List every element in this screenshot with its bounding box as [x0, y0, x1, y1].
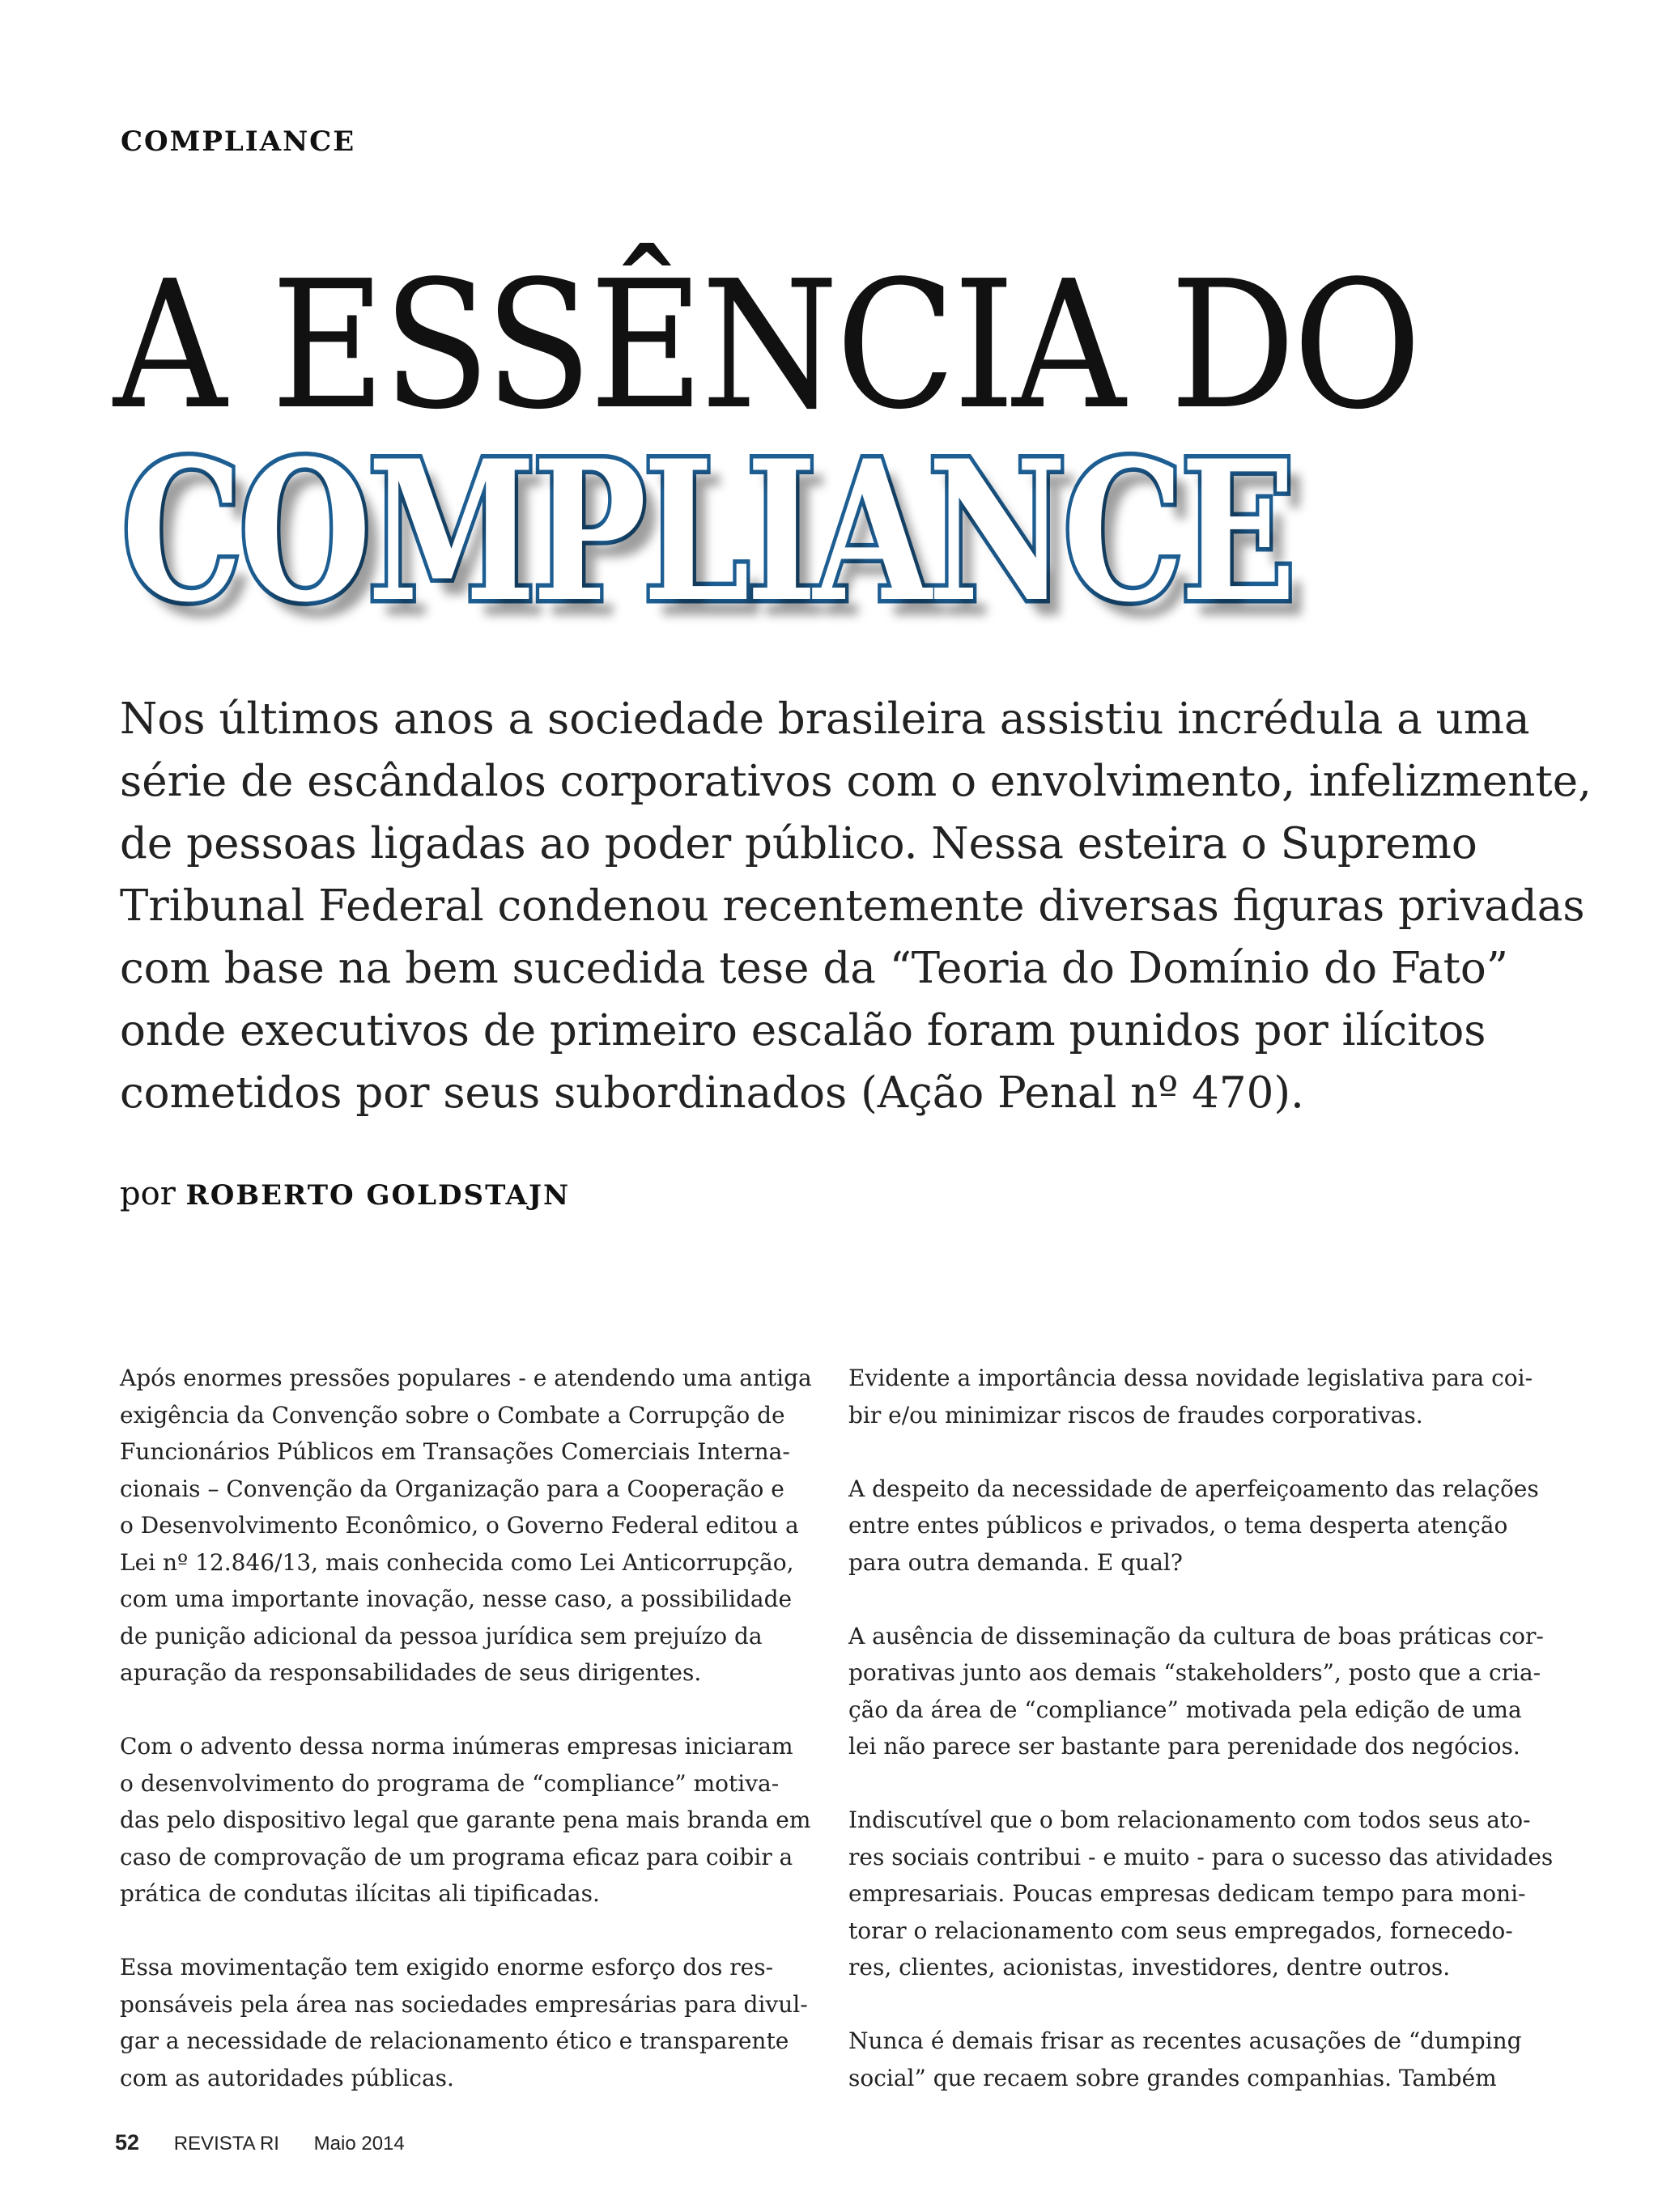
lead-line: cometidos por seus subordinados (Ação Penal nº 470).	[120, 1068, 1304, 1118]
headline-line-1: A ESSÊNCIA DO	[113, 244, 1419, 448]
body-line: Após enormes pressões populares - e atendendo uma antiga	[120, 1365, 812, 1391]
body-line: Indiscutível que o bom relacionamento com todos seus ato-	[848, 1807, 1531, 1833]
lead-line: série de escândalos corporativos com o envolvimento, infelizmente,	[120, 757, 1592, 806]
body-line: res, clientes, acionistas, investidores, dentre outros.	[848, 1954, 1451, 1981]
body-paragraph	[120, 1728, 810, 1913]
section-label: COMPLIANCE	[121, 125, 356, 158]
body-column-left	[120, 1360, 810, 2133]
body-line: Nunca é demais frisar as recentes acusações de “dumping	[848, 2027, 1522, 2054]
lead-line: Nos últimos anos a sociedade brasileira assistiu incrédula a uma	[120, 694, 1530, 744]
body-line: com uma importante inovação, nesse caso, a possibilidade	[120, 1586, 793, 1612]
lead-paragraph	[120, 688, 1592, 1124]
lead-line: Tribunal Federal condenou recentemente diversas figuras privadas	[120, 881, 1585, 931]
body-line: prática de condutas ilícitas ali tipificadas.	[120, 1880, 600, 1907]
lead-line: com base na bem sucedida tese da “Teoria do Domínio do Fato”	[120, 944, 1508, 993]
body-line: empresariais. Poucas empresas dedicam tempo para moni-	[848, 1880, 1526, 1907]
lead-line: onde executivos de primeiro escalão foram punidos por ilícitos	[120, 1006, 1486, 1055]
page-footer	[115, 2130, 405, 2155]
body-line: ção da área de “compliance” motivada pela edição de uma	[848, 1696, 1522, 1723]
body-paragraph	[120, 1949, 810, 2096]
body-line: A despeito da necessidade de aperfeiçoamento das relações	[848, 1475, 1539, 1502]
body-line: Essa movimentação tem exigido enorme esforço dos res-	[120, 1954, 774, 1981]
body-line: Funcionários Públicos em Transações Comerciais Interna-	[120, 1438, 790, 1465]
page-number: 52	[115, 2130, 140, 2155]
body-line: com as autoridades públicas.	[120, 2064, 454, 2091]
body-line: ponsáveis pela área nas sociedades empresárias para divul-	[120, 1990, 808, 2018]
body-line: A ausência de disseminação da cultura de boas práticas cor-	[848, 1622, 1544, 1649]
body-line: caso de comprovação de um programa eficaz para coibir a	[120, 1843, 793, 1870]
body-line: cionais – Convenção da Organização para a Cooperação e	[120, 1475, 784, 1502]
body-line: o desenvolvimento do programa de “compliance” motiva-	[120, 1769, 780, 1797]
body-line: gar a necessidade de relacionamento ético e transparente	[120, 2027, 789, 2054]
issue-date: Maio 2014	[313, 2133, 405, 2155]
body-line: entre entes públicos e privados, o tema desperta atenção	[848, 1512, 1508, 1539]
body-paragraph	[848, 2023, 1538, 2096]
body-line: lei não parece ser bastante para perenidade dos negócios.	[848, 1733, 1520, 1760]
body-paragraph	[848, 1618, 1544, 1765]
magazine-name: REVISTA RI	[173, 2133, 279, 2155]
body-line: Lei nº 12.846/13, mais conhecida como Lei Anticorrupção,	[120, 1548, 794, 1576]
body-line: porativas junto aos demais “stakeholders”, posto que a cria-	[848, 1659, 1541, 1686]
body-line: de punição adicional da pessoa jurídica sem prejuízo da	[120, 1622, 763, 1649]
byline-author: ROBERTO GOLDSTAJN	[185, 1179, 571, 1212]
body-line: apuração da responsabilidades de seus dirigentes.	[120, 1659, 702, 1686]
body-paragraph	[848, 1360, 1538, 1433]
body-line: social” que recaem sobre grandes companhias. Também	[848, 2064, 1497, 2091]
body-line: torar o relacionamento com seus empregados, fornecedo-	[848, 1917, 1513, 1944]
lead-line: de pessoas ligadas ao poder público. Nessa esteira o Supremo	[120, 819, 1477, 868]
body-line: Evidente a importância dessa novidade legislativa para coi-	[848, 1365, 1533, 1391]
body-line: bir e/ou minimizar riscos de fraudes corporativas.	[848, 1401, 1423, 1429]
body-line: res sociais contribui - e muito - para o sucesso das atividades	[848, 1843, 1554, 1870]
body-paragraph	[120, 1360, 810, 1692]
body-line: para outra demanda. E qual?	[848, 1548, 1183, 1576]
headline-line-2: COMPLIANCE	[121, 419, 1293, 645]
body-line: das pelo dispositivo legal que garante pena mais branda em	[120, 1807, 811, 1833]
body-paragraph	[848, 1802, 1554, 1986]
body-column-right	[848, 1360, 1554, 2133]
body-line: Com o advento dessa norma inúmeras empresas iniciaram	[120, 1733, 793, 1760]
body-line: o Desenvolvimento Econômico, o Governo Federal editou a	[120, 1512, 799, 1539]
body-paragraph	[848, 1471, 1538, 1582]
byline	[120, 1175, 570, 1212]
body-line: exigência da Convenção sobre o Combate a Corrupção de	[120, 1401, 785, 1429]
byline-prefix: por	[120, 1175, 176, 1212]
